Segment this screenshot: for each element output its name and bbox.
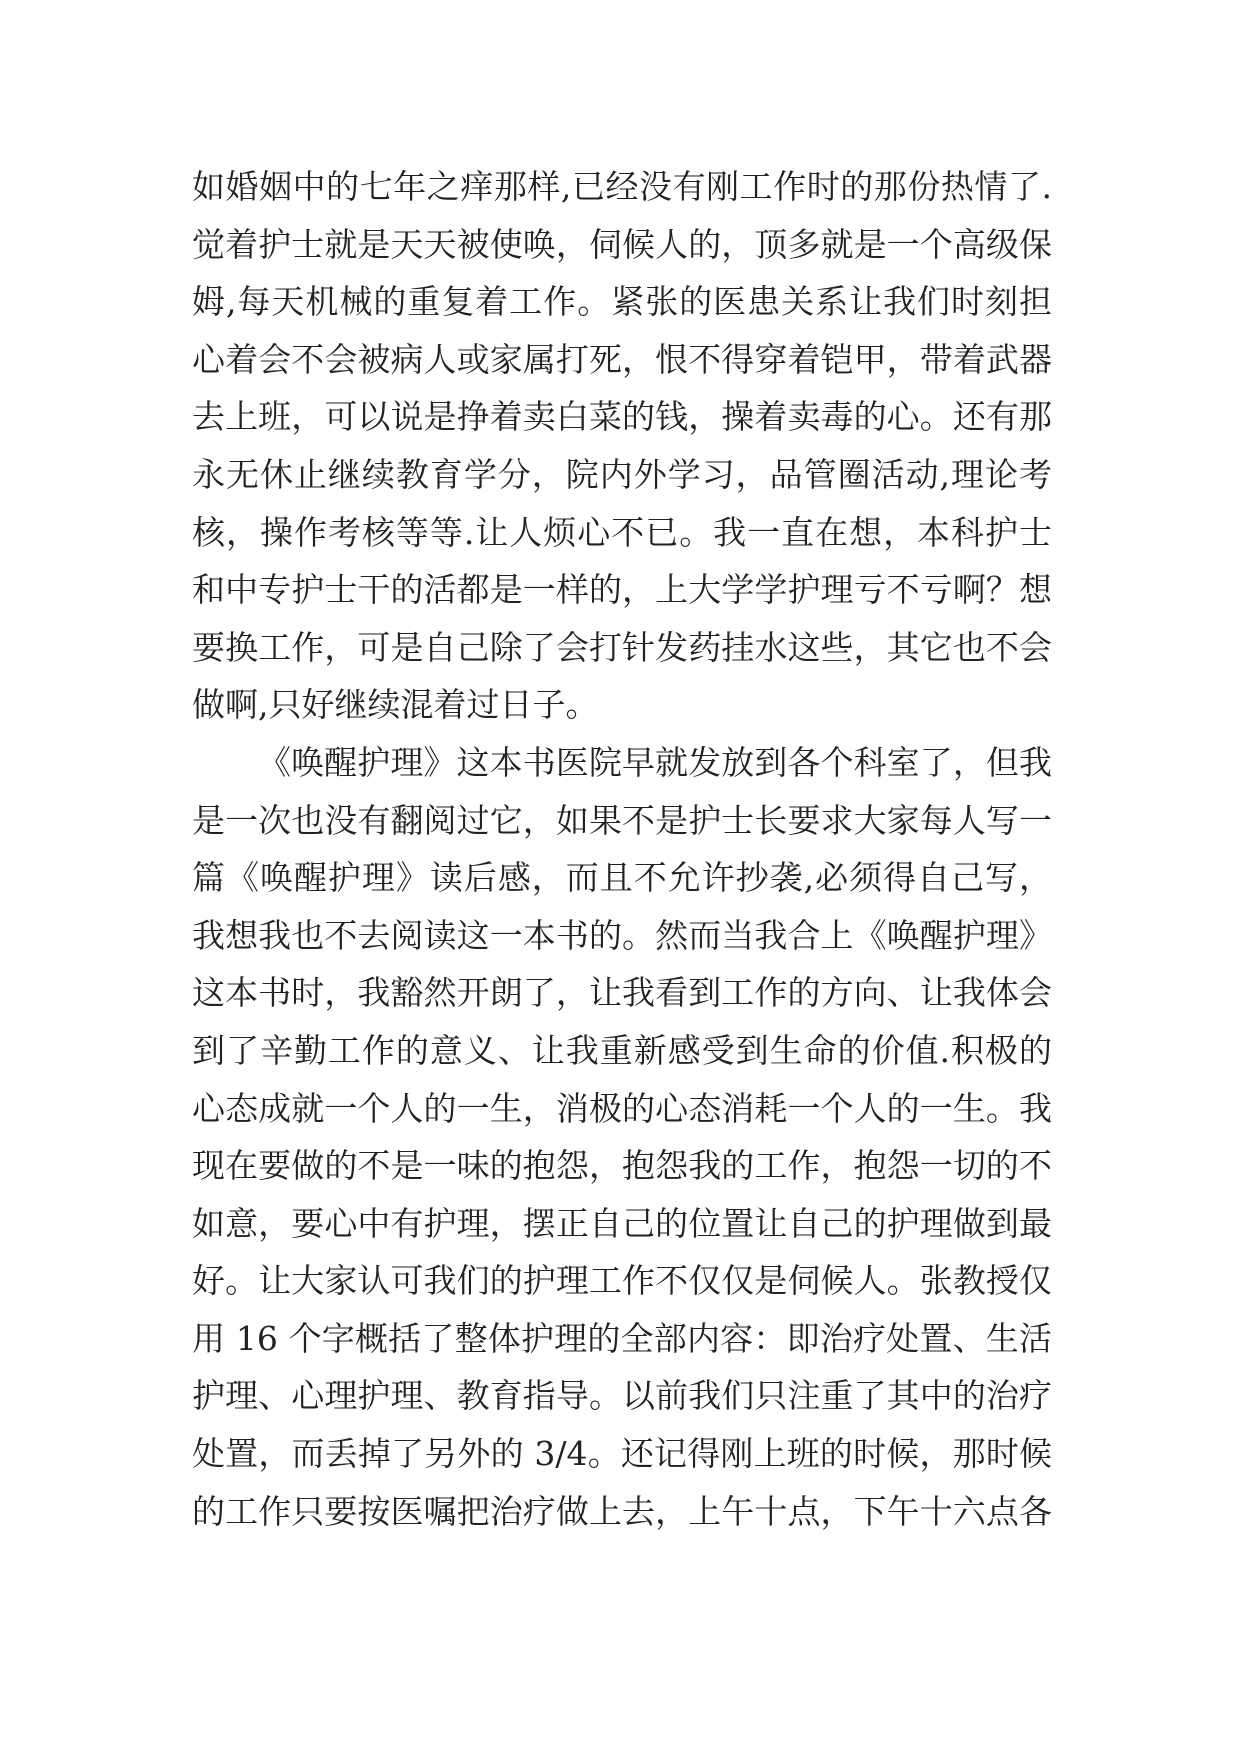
text-line: 永无休止继续教育学分，院内外学习，品管圈活动,理论考 — [192, 454, 1052, 494]
text-line: 姆,每天机械的重复着工作。紧张的医患关系让我们时刻担 — [192, 282, 1052, 322]
text-line: 的工作只要按医嘱把治疗做上去，上午十点，下午十六点各 — [192, 1491, 1052, 1531]
text-line: 《唤醒护理》这本书医院早就发放到各个科室了，但我 — [258, 742, 1052, 782]
text-line: 做啊,只好继续混着过日子。 — [192, 685, 599, 725]
body-text — [192, 158, 1052, 1540]
text-line: 现在要做的不是一味的抱怨，抱怨我的工作，抱怨一切的不 — [192, 1146, 1052, 1186]
paragraph-2 — [192, 734, 1052, 1540]
text-line: 篇《唤醒护理》读后感，而且不允许抄袭,必须得自己写， — [192, 858, 1052, 898]
paragraph-1 — [192, 158, 1052, 734]
text-line: 用 16 个字概括了整体护理的全部内容：即治疗处置、生活 — [192, 1318, 1052, 1358]
text-line: 要换工作，可是自己除了会打针发药挂水这些，其它也不会 — [192, 627, 1052, 667]
text-line: 觉着护士就是天天被使唤，伺候人的，顶多就是一个高级保 — [192, 224, 1052, 264]
text-line: 我想我也不去阅读这一本书的。然而当我合上《唤醒护理》 — [192, 915, 1052, 955]
text-line: 护理、心理护理、教育指导。以前我们只注重了其中的治疗 — [192, 1376, 1052, 1416]
text-line: 是一次也没有翻阅过它，如果不是护士长要求大家每人写一 — [192, 800, 1052, 840]
text-line: 处置，而丢掉了另外的 3/4。还记得刚上班的时候，那时候 — [192, 1434, 1052, 1474]
text-line: 这本书时，我豁然开朗了，让我看到工作的方向、让我体会 — [192, 973, 1052, 1013]
text-line: 如婚姻中的七年之痒那样,已经没有刚工作时的那份热情了. — [192, 167, 1052, 206]
text-line: 好。让大家认可我们的护理工作不仅仅是伺候人。张教授仅 — [192, 1261, 1052, 1301]
text-line: 核，操作考核等等.让人烦心不已。我一直在想，本科护士 — [192, 512, 1052, 552]
text-line: 心着会不会被病人或家属打死，恨不得穿着铠甲，带着武器 — [192, 339, 1052, 379]
text-line: 心态成就一个人的一生，消极的心态消耗一个人的一生。我 — [192, 1088, 1052, 1128]
text-line: 和中专护士干的活都是一样的，上大学学护理亏不亏啊？想 — [192, 570, 1052, 610]
text-line: 如意，要心中有护理，摆正自己的位置让自己的护理做到最 — [192, 1203, 1052, 1243]
text-line: 去上班，可以说是挣着卖白菜的钱，操着卖毒的心。还有那 — [192, 397, 1052, 437]
text-line: 到了辛勤工作的意义、让我重新感受到生命的价值.积极的 — [192, 1030, 1052, 1070]
